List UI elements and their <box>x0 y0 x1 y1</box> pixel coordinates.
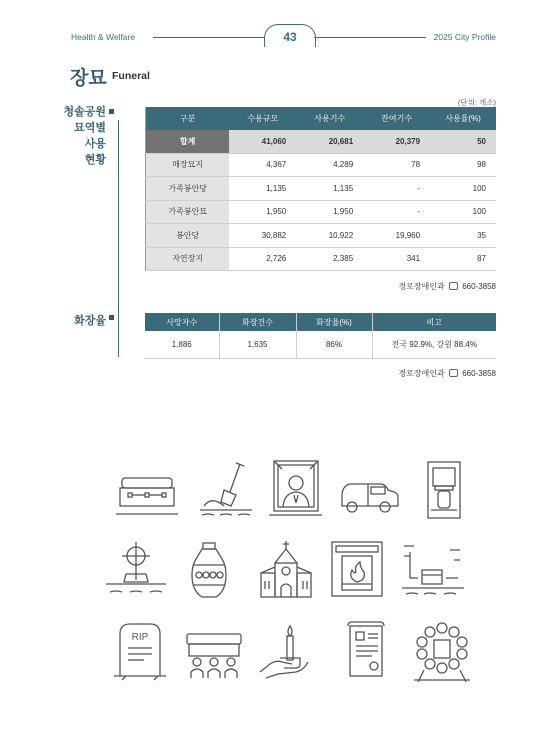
row-category: 봉안당 <box>146 224 230 248</box>
row-category: 가족봉안묘 <box>146 200 230 224</box>
table-header-row <box>145 313 496 331</box>
table-cell: 1,635 <box>219 331 296 359</box>
phone-icon <box>449 282 458 290</box>
contact-phone: 660-3858 <box>462 282 496 291</box>
table-row <box>146 153 497 177</box>
section1-label-line: 현황 <box>84 154 106 166</box>
header-rule-left <box>153 37 264 38</box>
ash-scattering-icon <box>400 542 466 600</box>
table-cell: 1,950 <box>229 200 296 224</box>
column-header: 비고 <box>372 313 496 331</box>
column-header: 수용규모 <box>229 107 296 130</box>
table-cell: 2,726 <box>229 247 296 271</box>
table-cell: 87 <box>430 247 496 271</box>
crematorium-furnace-icon <box>328 538 386 600</box>
coffin-icon <box>112 466 182 521</box>
page-number: 43 <box>264 24 316 47</box>
table-cell: 341 <box>363 247 430 271</box>
section-guideline <box>118 120 119 357</box>
section2-label: 화장율 <box>74 315 106 327</box>
contact-department: 경로장애인과 <box>398 369 445 378</box>
table-row <box>145 331 496 359</box>
section1-label <box>44 104 106 168</box>
contact-phone: 660-3858 <box>462 369 496 378</box>
column-header: 사망자수 <box>145 313 219 331</box>
table-cell: 1,135 <box>296 177 363 201</box>
row-category: 합계 <box>146 130 230 153</box>
chapel-icon <box>257 539 315 601</box>
table-cell: 100 <box>430 200 496 224</box>
candle-hand-icon <box>256 622 316 682</box>
table-cell: 1,886 <box>145 331 219 359</box>
table-cell: 86% <box>296 331 372 359</box>
column-header: 화장건수 <box>219 313 296 331</box>
certificate-icon <box>344 620 388 682</box>
section1-label-line: 묘역별 <box>74 122 106 134</box>
table-cell: 98 <box>430 153 496 177</box>
table-cell: 전국 92.9%, 강원 88.4% <box>372 331 496 359</box>
table-cell: 2,385 <box>296 247 363 271</box>
section1-marker <box>109 109 114 114</box>
section2-marker <box>109 315 114 320</box>
table-cell: 20,379 <box>363 130 430 153</box>
table-cell: - <box>363 200 430 224</box>
page-title-korean: 장묘 <box>70 68 107 89</box>
celtic-cross-grave-icon <box>104 538 168 602</box>
hearse-icon <box>338 476 400 520</box>
row-category: 가족봉안당 <box>146 177 230 201</box>
funeral-wreath-icon <box>412 620 472 684</box>
section1-contact <box>398 281 496 292</box>
cemetery-usage-table <box>145 107 496 271</box>
columbarium-niche-icon <box>422 458 466 520</box>
header-rule-right <box>314 37 426 38</box>
column-header: 구분 <box>146 107 230 130</box>
column-header: 사용기수 <box>296 107 363 130</box>
unit-note: (단위: 개소) <box>457 98 496 107</box>
shovel-icon <box>196 458 256 520</box>
memorial-portrait-icon <box>268 457 323 521</box>
table-cell: 10,922 <box>296 224 363 248</box>
column-header: 화장율(%) <box>296 313 372 331</box>
urn-icon <box>186 539 232 603</box>
column-header: 사용율(%) <box>430 107 496 130</box>
section1-label-line: 사용 <box>84 138 106 150</box>
table-cell: 30,882 <box>229 224 296 248</box>
table-cell: 35 <box>430 224 496 248</box>
page-title-english: Funeral <box>112 70 150 82</box>
cremation-rate-table <box>145 313 496 359</box>
funeral-mourners-icon <box>183 630 245 682</box>
table-cell: 1,135 <box>229 177 296 201</box>
column-header: 잔여기수 <box>363 107 430 130</box>
contact-department: 경로장애인과 <box>398 282 445 291</box>
tombstone-text: RIP <box>131 632 149 643</box>
table-row-total <box>146 130 497 153</box>
table-cell: 20,681 <box>296 130 363 153</box>
section2-contact <box>398 368 496 379</box>
table-cell: 1,950 <box>296 200 363 224</box>
table-cell: 4,367 <box>229 153 296 177</box>
table-row <box>146 200 497 224</box>
table-cell: 50 <box>430 130 496 153</box>
table-row <box>146 177 497 201</box>
table-cell: 4,289 <box>296 153 363 177</box>
table-cell: - <box>363 177 430 201</box>
table-cell: 19,960 <box>363 224 430 248</box>
rip-tombstone-icon <box>112 620 168 684</box>
table-header-row <box>146 107 497 130</box>
table-cell: 41,060 <box>229 130 296 153</box>
header-section-label: Health & Welfare <box>71 32 136 42</box>
table-row <box>146 224 497 248</box>
table-cell: 78 <box>363 153 430 177</box>
phone-icon <box>449 369 458 377</box>
table-row <box>146 247 497 271</box>
row-category: 자연장지 <box>146 247 230 271</box>
row-category: 매장묘지 <box>146 153 230 177</box>
header-publication-label: 2025 City Profile <box>433 32 496 42</box>
table-cell: 100 <box>430 177 496 201</box>
section1-label-line: 청솔공원 <box>63 106 106 118</box>
